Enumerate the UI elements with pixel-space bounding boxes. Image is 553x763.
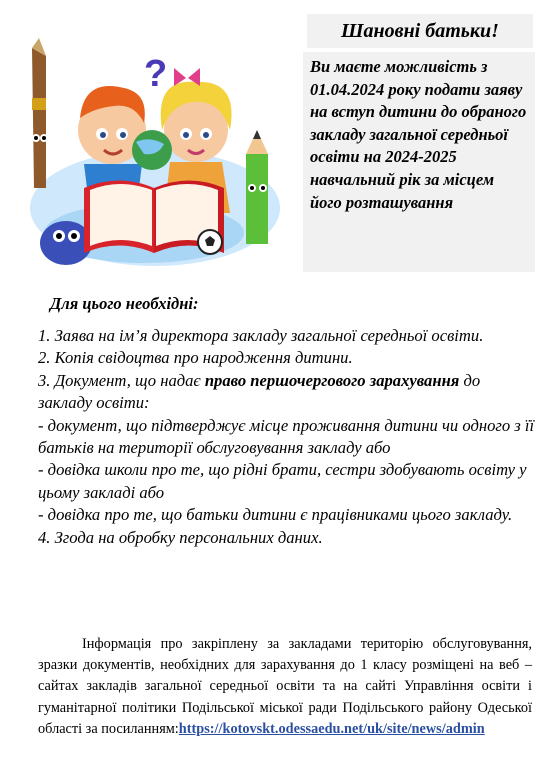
info-paragraph <box>38 634 532 740</box>
requirement-item-4: 4. Згода на обробку персональних даних. <box>38 527 323 547</box>
priority-right-text: право першочергового зарахування <box>204 370 460 390</box>
requirements-heading: Для цього необхідні: <box>50 294 199 313</box>
children-reading-illustration <box>24 38 286 270</box>
sub-item-siblings: - довідка школи про те, що рідні брати, сестри здобувають освіту у цьому закладі або <box>38 460 527 502</box>
info-link[interactable]: https://kotovskt.odessaedu.net/uk/site/news/admin <box>178 720 485 737</box>
requirements-list <box>38 325 536 549</box>
question-mark-icon: ? <box>144 53 168 95</box>
requirement-item-1: 1. Заява на ім’я директора закладу загальної середньої освіти. <box>38 326 484 345</box>
requirement-item-3-prefix: 3. Документ, що надає <box>38 370 205 390</box>
requirement-item-2: 2. Копія свідоцтва про народження дитини. <box>38 348 353 368</box>
requirement-item-3-suffix: до закладу освіти: <box>38 370 481 413</box>
sub-item-parent-employees: - довідка про те, що батьки дитини є працівниками цього закладу. <box>38 505 513 525</box>
intro-text: Ви маєте можливість з 01.04.2024 року подати заяву на вступ дитини до обраного закладу загальної середньої освіти на 2024-2025 навчальний рік за місцем його розташування <box>303 52 535 272</box>
page-title: Шановні батьки! <box>307 14 533 48</box>
info-text: Інформація про закріплену за закладами територію обслуговування, зразки документів, необхідних для зарахування до 1 класу розміщені на веб – сайтах закладів загальної середньої освіти та на сайті Управління освіти і гуманітарної політики Подільської міської ради Подільського району Одеської області за посиланням: <box>38 636 532 737</box>
requirement-item-3 <box>38 370 536 415</box>
pen-character-icon <box>32 38 48 188</box>
globe-icon <box>132 130 172 170</box>
sub-item-residence: - документ, що підтверджує місце проживання дитини чи одного з її батьків на території обслуговування закладу або <box>38 415 535 458</box>
pencil-character-icon <box>246 130 268 244</box>
soccer-ball-icon <box>198 230 222 254</box>
